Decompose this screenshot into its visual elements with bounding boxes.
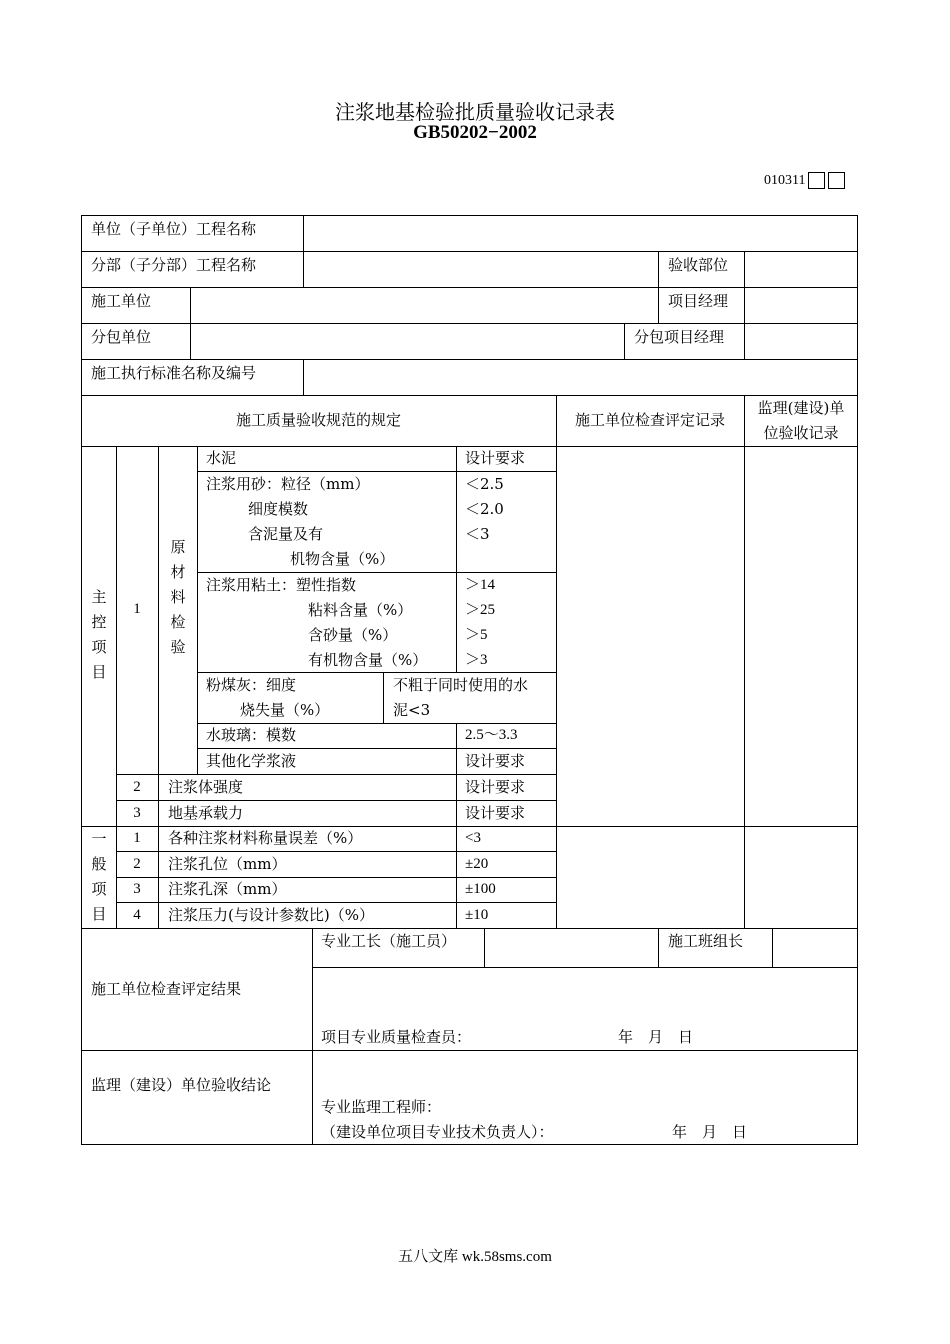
grid-line xyxy=(303,215,304,251)
item-name: 注浆孔位（mm） xyxy=(168,855,287,873)
item-name: 各种注浆材料称量误差（%） xyxy=(168,829,363,847)
sub-project-name-label: 分部（子分部）工程名称 xyxy=(91,256,257,274)
grid-line xyxy=(556,395,557,928)
check-record-column-header: 施工单位检查评定记录 xyxy=(574,411,725,429)
form-number-text: 010311 xyxy=(764,172,806,188)
main-control-category: 主控项目 xyxy=(91,588,107,681)
acceptance-part-label: 验收部位 xyxy=(668,256,729,274)
standard-name-label: 施工执行标准名称及编号 xyxy=(91,364,257,382)
foreman-label: 专业工长（施工员） xyxy=(321,932,457,950)
material-value: 设计要求 xyxy=(465,449,526,467)
supervision-record-header-line2: 位验收记录 xyxy=(763,424,839,442)
material-value: 泥<3 xyxy=(393,701,431,719)
grid-line xyxy=(624,323,625,359)
material-value: ＞14 xyxy=(465,577,496,593)
item-number: 1 xyxy=(133,830,141,846)
item-number: 1 xyxy=(133,601,141,617)
form-number-box-1 xyxy=(808,172,825,189)
material-value: 设计要求 xyxy=(465,752,526,770)
grid-line xyxy=(158,446,159,928)
team-leader-label: 施工班组长 xyxy=(668,932,744,950)
item-number: 3 xyxy=(133,881,141,897)
item-name: 地基承载力 xyxy=(168,804,244,822)
material-text: 机物含量（%） xyxy=(290,550,395,568)
material-text: 注浆用砂：粒径（mm） xyxy=(206,475,370,493)
project-manager-label: 项目经理 xyxy=(668,292,729,310)
construction-unit-label: 施工单位 xyxy=(91,292,152,310)
grid-line xyxy=(456,446,457,672)
item-name: 注浆孔深（mm） xyxy=(168,880,287,898)
item-name: 注浆压力(与设计参数比)（%） xyxy=(168,906,374,924)
material-text: 其他化学浆液 xyxy=(206,752,297,770)
check-result-label: 施工单位检查评定结果 xyxy=(91,980,242,998)
material-value: ＞3 xyxy=(465,652,488,668)
conclusion-date: 年 月 日 xyxy=(672,1123,748,1141)
supervision-record-header-line1: 监理(建设)单 xyxy=(757,399,845,417)
spec-column-header: 施工质量验收规范的规定 xyxy=(235,411,401,429)
grid-line xyxy=(772,928,773,967)
quality-inspector-label: 项目专业质量检查员： xyxy=(321,1028,472,1046)
form-number xyxy=(764,172,845,189)
material-value: ＞5 xyxy=(465,627,488,643)
material-text: 含砂量（%） xyxy=(308,626,398,644)
grid-line xyxy=(303,251,304,287)
material-value: ＜2.5 xyxy=(465,475,504,493)
grid-line xyxy=(658,928,659,967)
grid-line xyxy=(81,359,858,360)
material-text: 水泥 xyxy=(206,449,237,467)
material-text: 注浆用粘土：塑性指数 xyxy=(206,576,357,594)
grid-line xyxy=(81,1050,858,1051)
grid-line xyxy=(81,251,858,252)
item-value: ±20 xyxy=(465,856,489,872)
material-text: 含泥量及有 xyxy=(248,525,324,543)
material-value: ＜2.0 xyxy=(465,500,504,518)
item-number: 2 xyxy=(133,779,141,795)
grid-line xyxy=(744,395,745,928)
grid-line xyxy=(383,672,384,723)
owner-representative-label: （建设单位项目专业技术负责人）： xyxy=(321,1123,554,1141)
subcontract-manager-label: 分包项目经理 xyxy=(634,328,725,346)
page-title: 注浆地基检验批质量验收记录表 xyxy=(335,100,615,124)
material-text: 粉煤灰：细度 xyxy=(206,676,297,694)
grid-line xyxy=(658,251,659,323)
grid-line xyxy=(456,723,457,928)
item-number: 4 xyxy=(133,907,141,923)
material-text: 细度模数 xyxy=(248,500,309,518)
item-number: 2 xyxy=(133,856,141,872)
footer-watermark: 五八文库 wk.58sms.com xyxy=(398,1249,552,1265)
item-value: ±100 xyxy=(465,881,496,897)
grid-line xyxy=(190,287,191,359)
material-value: 2.5～3.3 xyxy=(465,727,518,743)
grid-line xyxy=(312,928,313,1144)
subcontract-unit-label: 分包单位 xyxy=(91,328,152,346)
supervision-conclusion-label: 监理（建设）单位验收结论 xyxy=(91,1076,272,1094)
general-category: 一般项目 xyxy=(91,830,107,923)
material-text: 有机物含量（%） xyxy=(308,651,428,669)
raw-material-inspection-label: 原材料检验 xyxy=(170,538,186,656)
grid-line xyxy=(484,928,485,967)
standard-code: GB50202−2002 xyxy=(413,122,537,143)
grid-line xyxy=(81,395,858,396)
grid-line xyxy=(312,967,858,968)
grid-line xyxy=(81,323,858,324)
supervision-engineer-label: 专业监理工程师： xyxy=(321,1098,442,1116)
material-text: 水玻璃：模数 xyxy=(206,726,297,744)
item-name: 注浆体强度 xyxy=(168,778,244,796)
form-number-box-2 xyxy=(828,172,845,189)
grid-line xyxy=(197,446,198,774)
item-value: ±10 xyxy=(465,907,489,923)
grid-line xyxy=(303,359,304,395)
grid-line xyxy=(744,251,745,359)
material-value: 不粗于同时使用的水 xyxy=(393,676,529,694)
result-date: 年 月 日 xyxy=(618,1028,694,1046)
unit-project-name-label: 单位（子单位）工程名称 xyxy=(91,220,257,238)
material-text: 粘料含量（%） xyxy=(308,601,413,619)
item-value: 设计要求 xyxy=(465,778,526,796)
item-number: 3 xyxy=(133,805,141,821)
item-value: 设计要求 xyxy=(465,804,526,822)
material-value: ＜3 xyxy=(465,525,490,543)
item-value: <3 xyxy=(465,830,481,846)
material-text: 烧失量（%） xyxy=(240,701,330,719)
grid-line xyxy=(81,287,858,288)
material-value: ＞25 xyxy=(465,602,496,618)
